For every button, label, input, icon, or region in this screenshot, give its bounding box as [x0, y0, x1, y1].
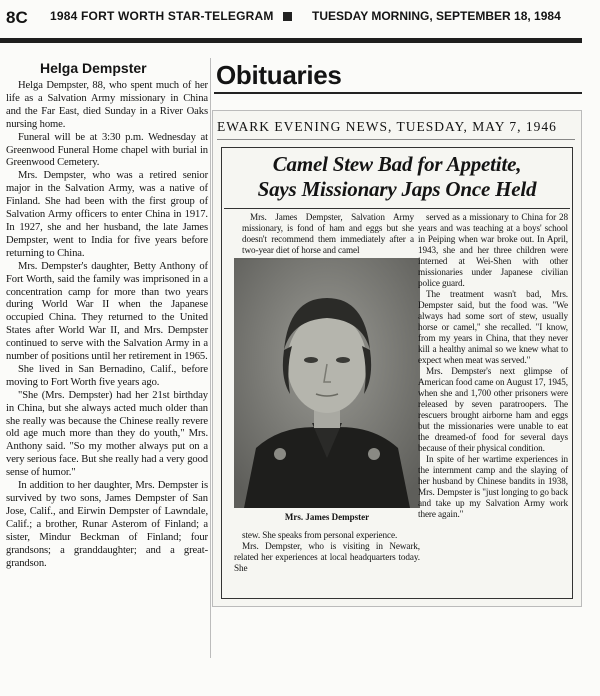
- newspaper-header: [0, 0, 600, 40]
- clipping-headline: [222, 152, 572, 202]
- newspaper-name: 1984 FORT WORTH STAR-TELEGRAM: [50, 9, 274, 23]
- portrait-photo: [234, 258, 420, 508]
- obituary-paragraph: Funeral will be at 3:30 p.m. Wednesday at Greenwood Funeral Home chapel with burial in Greenwood Cemetery.: [6, 131, 208, 169]
- obituary-paragraph: Mrs. Dempster, who was a retired senior major in the Salvation Army, was a native of Finland. She had been with the first group of Salvation Army officers to enter China in 1917. In 1927, she and her husband, the late James Dempster, went to India for five years before returning to China.: [6, 170, 208, 259]
- clipping-paragraph: In spite of her wartime experiences in the internment camp and the slaying of her husband by Chinese bandits in 1938, Mrs. Dempster is "just longing to go back and take up my Salvation Army work there again.": [418, 454, 568, 519]
- masthead-rule: [217, 139, 575, 140]
- page-number: 8C: [6, 8, 28, 27]
- issue-date: TUESDAY MORNING, SEPTEMBER 18, 1984: [312, 9, 561, 23]
- headline-rule: [224, 208, 570, 209]
- clipping-paragraph: served as a missionary to China for 28 years and was teaching at a boys' school in Peiping when war broke out. In April, 1943, she and her three children were interned at Wei-Shen with other missionaries under Japanese civilian police guard.: [418, 212, 568, 288]
- obituary-paragraph: Helga Dempster, 88, who spent much of her life as a Salvation Army missionary in China and the Far East, died Sunday in a River Oaks nursing home.: [6, 80, 208, 130]
- column-divider: [210, 58, 211, 658]
- clipping-article: [221, 147, 573, 599]
- newspaper-clipping: [212, 110, 582, 607]
- headline-line-2: Says Missionary Japs Once Held: [257, 177, 537, 201]
- obituary-paragraph: She lived in San Bernadino, Calif., before moving to Fort Worth five years ago.: [6, 363, 208, 388]
- photo-caption: Mrs. James Dempster: [284, 512, 370, 522]
- clipping-lower-text: [234, 530, 420, 574]
- clipping-masthead: EWARK EVENING NEWS, TUESDAY, MAY 7, 1946: [217, 119, 557, 134]
- obituary-article: [6, 60, 208, 570]
- header-rule: [0, 38, 582, 43]
- header-square-ornament: [283, 12, 292, 21]
- clipping-paragraph: The treatment wasn't bad, Mrs. Dempster said, but the food was. "We always had some sort of stew, usually horse or camel," she recalled. "I know, from my years in China, that they never kill a healthy animal so we knew what to expect when meat was served.": [418, 289, 568, 365]
- clipping-paragraph: Mrs. Dempster, who is visiting in Newark, related her experiences at local headquarters today. She: [234, 541, 420, 573]
- obituary-paragraph: "She (Mrs. Dempster) had her 21st birthday in China, but she always acted much older than she really was because the Chinese really revere old age much more than they do youth," Mrs. Anthony said. "So my mother always put on a very serious face. But she really had a very good sense of humor.": [6, 389, 208, 479]
- lead-paragraph: Mrs. James Dempster, Salvation Army missionary, is fond of ham and eggs but she doesn't recommend them immediately after a two-year diet of horse and camel: [242, 212, 414, 255]
- clipping-lead: [242, 212, 414, 256]
- clipping-paragraph: stew. She speaks from personal experience.: [242, 530, 398, 540]
- headline-line-1: Camel Stew Bad for Appetite,: [272, 152, 522, 176]
- section-title: Obituaries: [216, 60, 342, 90]
- clipping-paragraph: Mrs. Dempster's next glimpse of American food came on August 17, 1945, when she and 1,700 other prisoners were released by seven paratroopers. The rescuers brought airborne ham and eggs but the missionaries were unable to eat the dreamed-of food for several days because of their physical condition.: [418, 366, 568, 453]
- obituary-title: Helga Dempster: [40, 60, 147, 76]
- clipping-right-column: [418, 212, 568, 520]
- portrait-image: [234, 258, 420, 508]
- obituary-paragraph: Mrs. Dempster's daughter, Betty Anthony of Fort Worth, said the family was imprisoned in a concentration camp for more than two years during World War II when the Japanese occupied China. They returned to the United States after World War II, and Mrs. Dempster continued to serve with the Salvation Army in a number of positions until her retirement in 1965.: [6, 260, 208, 363]
- section-rule: [214, 92, 582, 94]
- obituary-paragraph: In addition to her daughter, Mrs. Dempster is survived by two sons, James Dempster of San Jose, Calif., and Eirwin Dempster of Lawndale, Calif.; a brother, Runar Asterom of Finland; a sister, Mindur Beckman of Finland; four grandsons; a granddaughter; and a great-grandson.: [6, 480, 208, 569]
